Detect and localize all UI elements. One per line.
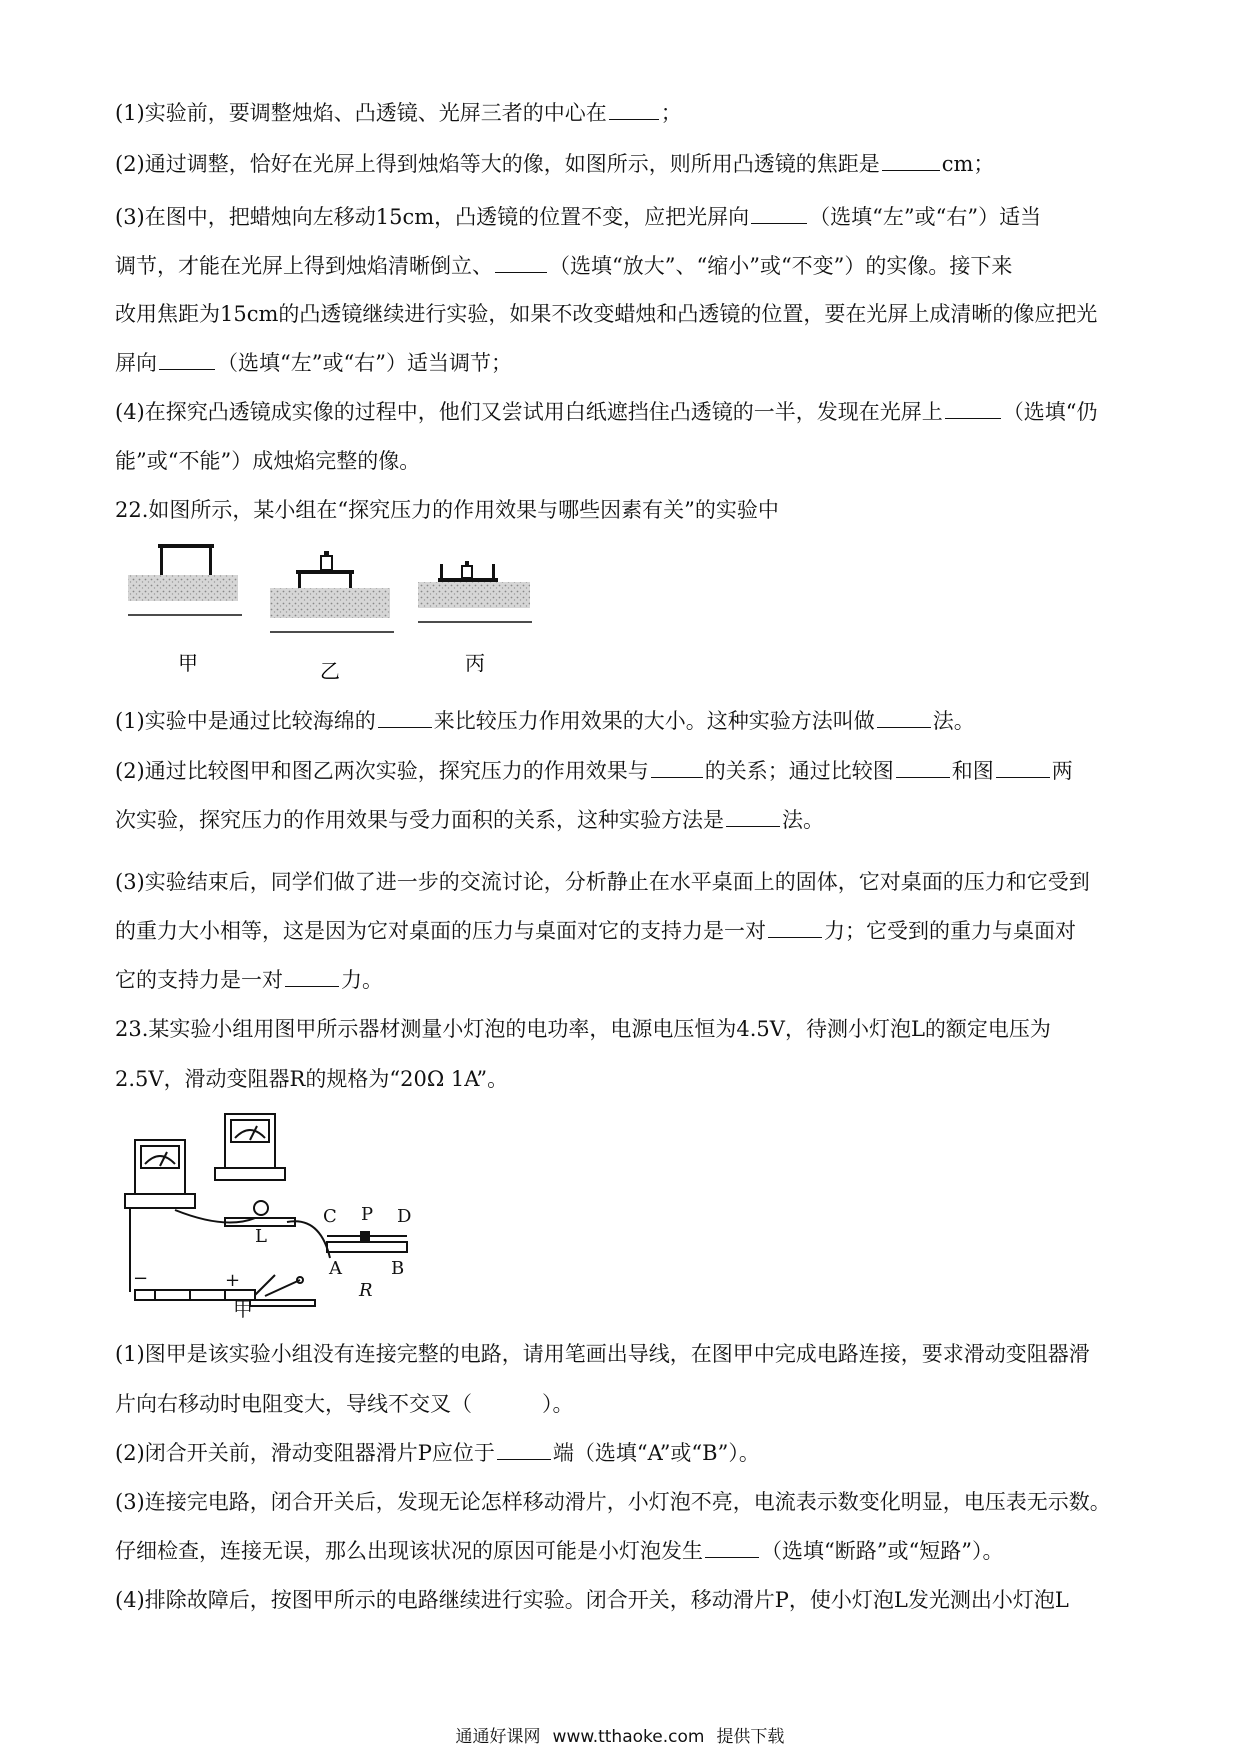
- answer-blank[interactable]: [882, 150, 940, 171]
- fig-label-yi: 乙: [320, 659, 340, 680]
- label-d: D: [397, 1206, 412, 1227]
- label-minus: −: [133, 1268, 149, 1289]
- label-plus: +: [225, 1270, 241, 1291]
- answer-blank[interactable]: [726, 806, 780, 827]
- q21-part3-line4: 屏向 （选填“左”或“右”）适当调节；: [115, 351, 512, 375]
- answer-blank[interactable]: [705, 1537, 759, 1558]
- q22-figure: [120, 530, 540, 680]
- sponge-table-bing: [418, 561, 532, 622]
- fig-label-bing: 丙: [465, 651, 485, 675]
- label-r: R: [359, 1280, 373, 1301]
- label-l: L: [255, 1226, 267, 1247]
- q22-stem: 22.如图所示，某小组在“探究压力的作用效果与哪些因素有关”的实验中: [115, 498, 779, 522]
- q21-part4-line2: 能”或“不能”）成烛焰完整的像。: [115, 449, 421, 473]
- q23-part1-line1: (1)图甲是该实验小组没有连接完整的电路，请用笔画出导线，在图甲中完成电路连接，要求滑动变阻器滑: [115, 1342, 1090, 1366]
- footer-url[interactable]: www.tthaoke.com: [552, 1727, 705, 1747]
- footer-site: 通通好课网: [455, 1727, 541, 1747]
- answer-blank[interactable]: [609, 99, 659, 120]
- answer-blank[interactable]: [751, 203, 807, 224]
- answer-blank[interactable]: [378, 707, 432, 728]
- answer-blank[interactable]: [996, 757, 1050, 778]
- q23-circuit-figure: [115, 1110, 545, 1320]
- fig-label-jia: 甲: [178, 651, 198, 675]
- label-a: A: [329, 1258, 342, 1279]
- answer-blank[interactable]: [159, 349, 215, 370]
- label-b: B: [391, 1258, 405, 1279]
- q23-part1-line2: 片向右移动时电阻变大，导线不交叉（ ）。: [115, 1392, 574, 1416]
- answer-blank[interactable]: [877, 707, 931, 728]
- q23-stem-line1: 23.某实验小组用图甲所示器材测量小灯泡的电功率，电源电压恒为4.5V，待测小灯泡L的额定电压为: [115, 1017, 1051, 1041]
- answer-blank[interactable]: [945, 398, 1001, 419]
- q22-part2-line1: (2)通过比较图甲和图乙两次实验，探究压力的作用效果与 的关系；通过比较图 和图 两: [115, 759, 1073, 783]
- q21-part1: (1)实验前，要调整烛焰、凸透镜、光屏三者的中心在 ；: [115, 101, 682, 125]
- answer-blank[interactable]: [285, 966, 339, 987]
- q23-part2: (2)闭合开关前，滑动变阻器滑片P应位于 端（选填“A”或“B”）。: [115, 1441, 760, 1465]
- q21-part4-line1: (4)在探究凸透镜成实像的过程中，他们又尝试用白纸遮挡住凸透镜的一半，发现在光屏上 （选填“仍: [115, 400, 1098, 424]
- answer-blank[interactable]: [768, 917, 822, 938]
- sponge-table-jia: [128, 544, 242, 615]
- page-footer: [0, 1722, 1240, 1747]
- q21-part2: (2)通过调整，恰好在光屏上得到烛焰等大的像，如图所示，则所用凸透镜的焦距是 cm；: [115, 152, 995, 176]
- q21-part3-line3: 改用焦距为15cm的凸透镜继续进行实验，如果不改变蜡烛和凸透镜的位置，要在光屏上成清晰的像应把光: [115, 302, 1098, 326]
- answer-blank[interactable]: [896, 757, 950, 778]
- answer-blank[interactable]: [495, 252, 547, 273]
- answer-blank[interactable]: [497, 1439, 551, 1460]
- q22-part3-line2: 的重力大小相等，这是因为它对桌面的压力与桌面对它的支持力是一对 力；它受到的重力与桌面对: [115, 919, 1076, 943]
- voltmeter-icon: [215, 1114, 285, 1180]
- q23-stem-line2: 2.5V，滑动变阻器R的规格为“20Ω 1A”。: [115, 1067, 509, 1091]
- rheostat-icon: [327, 1232, 407, 1252]
- ammeter-icon: [125, 1140, 195, 1208]
- q22-part1: (1)实验中是通过比较海绵的 来比较压力作用效果的大小。这种实验方法叫做 法。: [115, 709, 975, 733]
- q22-part2-line2: 次实验，探究压力的作用效果与受力面积的关系，这种实验方法是 法。: [115, 808, 824, 832]
- battery-icon: [135, 1275, 275, 1300]
- label-jia: 甲: [233, 1297, 253, 1320]
- q22-part3-line1: (3)实验结束后，同学们做了进一步的交流讨论，分析静止在水平桌面上的固体，它对桌面的压力和它受到: [115, 870, 1090, 894]
- footer-note: 提供下载: [716, 1727, 785, 1747]
- q21-part3-line2: 调节，才能在光屏上得到烛焰清晰倒立、 （选填“放大”、“缩小”或“不变”）的实像。接下来: [115, 254, 1013, 278]
- q22-part3-line3: 它的支持力是一对 力。: [115, 968, 383, 992]
- label-c: C: [323, 1206, 337, 1227]
- label-p: P: [361, 1204, 374, 1225]
- q23-part3-line1: (3)连接完电路，闭合开关后，发现无论怎样移动滑片，小灯泡不亮，电流表示数变化明显，电压表无示数。: [115, 1490, 1111, 1514]
- q23-part4: (4)排除故障后，按图甲所示的电路继续进行实验。闭合开关，移动滑片P，使小灯泡L发光测出小灯泡L: [115, 1588, 1069, 1612]
- answer-blank[interactable]: [651, 757, 703, 778]
- sponge-table-yi: [270, 551, 394, 632]
- q21-part3-line1: (3)在图中，把蜡烛向左移动15cm，凸透镜的位置不变，应把光屏向 （选填“左”或“右”）适当: [115, 205, 1042, 229]
- q23-part3-line2: 仔细检查，连接无误，那么出现该状况的原因可能是小灯泡发生 （选填“断路”或“短路”）。: [115, 1539, 1004, 1563]
